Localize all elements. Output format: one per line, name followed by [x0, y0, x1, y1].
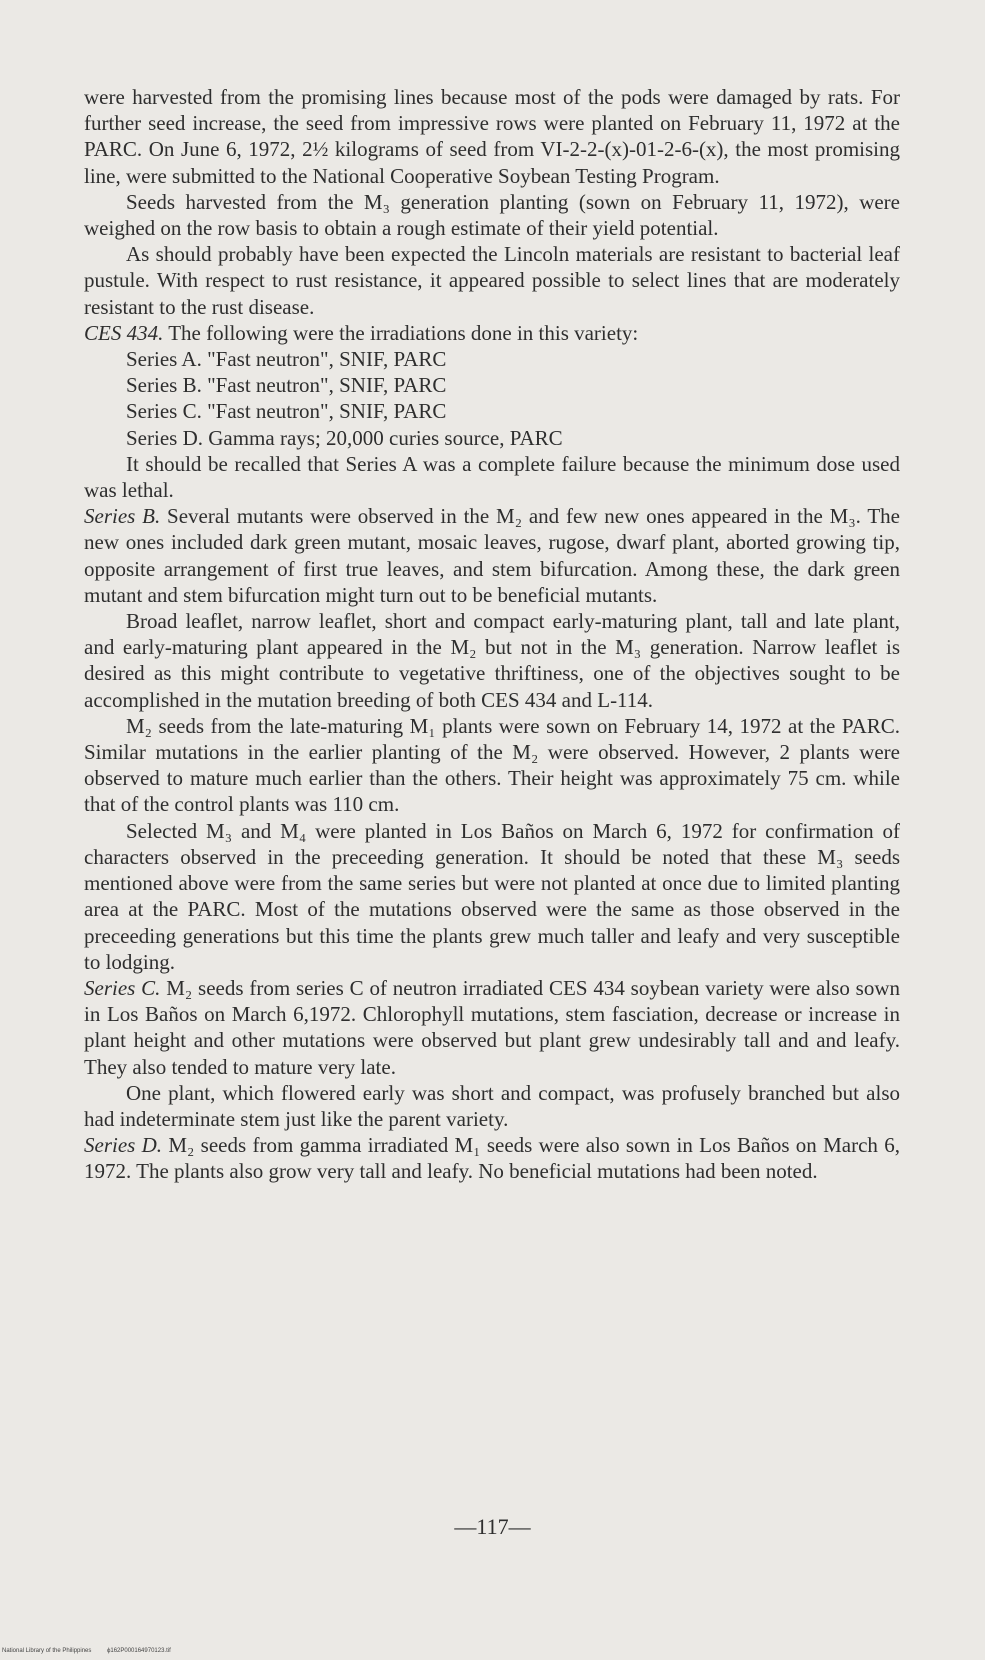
paragraph: were harvested from the promising lines because most of the pods were damaged by rats. For further seed increase, the seed from impressive rows were planted on February 11, 1972 at the PARC. On June 6, 1972, 2½ kilograms of seed from VI-2-2-(x)-01-2-6-(x), the most promising line, were submitted to the National Cooperative Soybean Testing Program.	[84, 85, 900, 188]
paragraph-series-b	[84, 503, 900, 608]
body-text	[84, 84, 900, 1185]
series-list-item: Series B. "Fast neutron", SNIF, PARC	[126, 373, 447, 398]
paragraph: It should be recalled that Series A was a complete failure because the minimum dose used was lethal.	[84, 451, 900, 503]
paragraph-series-d	[84, 1132, 900, 1184]
paragraph-text: M₂ seeds from series C of neutron irradiated CES 434 soybean variety were also sown in Los Baños on March 6,1972. Chlorophyll mutations, stem fasciation, decrease or increase in plant height and other mutations were observed but plant grew undesirably tall and and leafy. They also tended to mature very late.	[84, 975, 901, 1079]
section-heading: Series B.	[84, 504, 161, 529]
series-list-item: Series C. "Fast neutron", SNIF, PARC	[126, 399, 447, 424]
series-list-item: Series D. Gamma rays; 20,000 curies source, PARC	[126, 425, 563, 450]
section-heading: Series D.	[84, 1133, 163, 1158]
paragraph-text: M₂ seeds from gamma irradiated M₁ seeds were also sown in Los Baños on March 6, 1972. The plants also grow very tall and leafy. No beneficial mutations had been noted.	[84, 1133, 900, 1184]
page-number: —117—	[454, 1514, 531, 1539]
paragraph: As should probably have been expected the Lincoln materials are resistant to bacterial leaf pustule. With respect to rust resistance, it appeared possible to select lines that are moderately resistant to the rust disease.	[84, 242, 900, 319]
paragraph-text: Several mutants were observed in the M₂ and few new ones appeared in the M₃. The new ones included dark green mutant, mosaic leaves, rugose, dwarf plant, aborted growing tip, opposite arrangement of first true leaves, and stem bifurcation. Among these, the dark green mutant and stem bifurcation might turn out to be beneficial mutants.	[84, 504, 900, 607]
paragraph: Broad leaflet, narrow leaflet, short and compact early-maturing plant, tall and late plant, and early-maturing plant appeared in the M₂ but not in the M₃ generation. Narrow leaflet is desired as this might contribute to vegetative thriftiness, one of the objectives sought to be accomplished in the mutation breeding of both CES 434 and L-114.	[84, 609, 900, 712]
paragraph: M₂ seeds from the late-maturing M₁ plants were sown on February 14, 1972 at the PARC. Similar mutations in the earlier planting of the M₂ were observed. However, 2 plants were observed to mature much earlier than the others. Their height was approximately 75 cm. while that of the control plants was 110 cm.	[84, 713, 900, 817]
paragraph: Seeds harvested from the M₃ generation planting (sown on February 11, 1972), were weighed on the row basis to obtain a rough estimate of their yield potential.	[84, 189, 900, 241]
library-name: National Library of the Philippines	[2, 1648, 92, 1654]
scan-footer	[2, 1648, 185, 1654]
scan-code: ɸ162P000164970123.tif	[107, 1648, 171, 1654]
section-heading: Series C.	[84, 975, 161, 1000]
paragraph-series-c	[84, 975, 900, 1080]
paragraph-text: The following were the irradiations done in this variety:	[163, 320, 639, 345]
section-heading: CES 434.	[84, 320, 164, 345]
paragraph: Selected M₃ and M₄ were planted in Los Baños on March 6, 1972 for confirmation of characters observed in the preceeding generation. It should be noted that these M₃ seeds mentioned above were from the same series but were not planted at once due to limited planting area at the PARC. Most of the mutations observed were the same as those observed in the preceeding generations but this time the plants grew much taller and leafy and very susceptible to lodging.	[84, 818, 900, 974]
series-list-item: Series A. "Fast neutron", SNIF, PARC	[126, 347, 447, 372]
paragraph-ces-434	[84, 320, 900, 346]
paragraph: One plant, which flowered early was short and compact, was profusely branched but also had indeterminate stem just like the parent variety.	[84, 1080, 900, 1131]
